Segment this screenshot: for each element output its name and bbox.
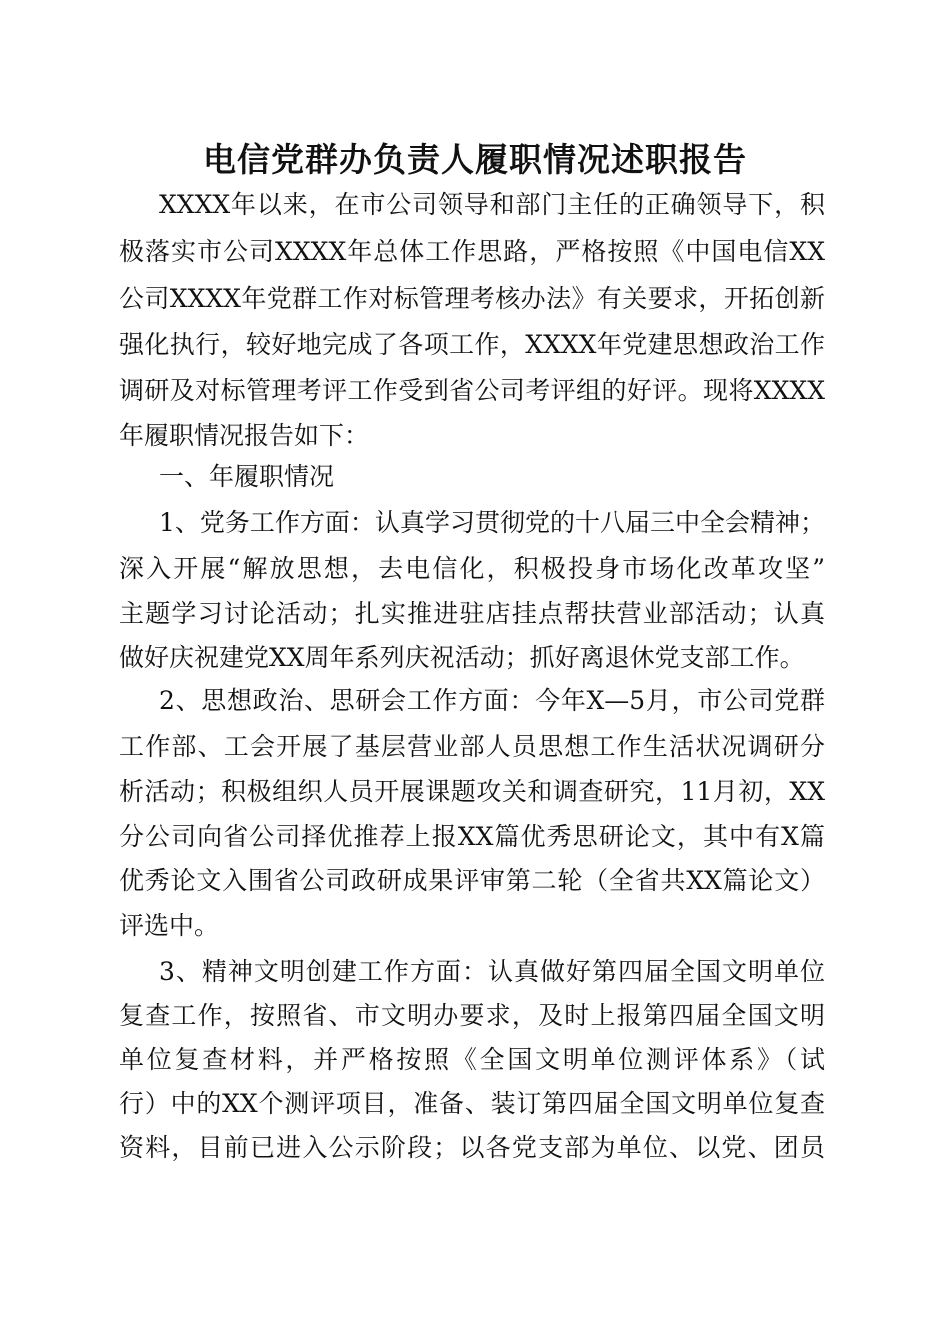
item1-line: 主题学习讨论活动；扎实推进驻店挂点帮扶营业部活动；认真 xyxy=(119,599,825,628)
item2-line: 2、思想政治、思研会工作方面：今年X—5月，市公司党群 xyxy=(159,686,825,715)
intro-line: 公司XXXX年党群工作对标管理考核办法》有关要求，开拓创新 xyxy=(119,284,825,313)
intro-line: 年履职情况报告如下： xyxy=(119,421,370,450)
section-heading: 一、年履职情况 xyxy=(159,462,335,491)
item3-line: 3、精神文明创建工作方面：认真做好第四届全国文明单位 xyxy=(159,957,825,986)
item3-line: 资料，目前已进入公示阶段；以各党支部为单位、以党、团员 xyxy=(119,1133,825,1162)
item1-line: 1、党务工作方面：认真学习贯彻党的十八届三中全会精神； xyxy=(159,508,825,537)
intro-line: 调研及对标管理考评工作受到省公司考评组的好评。现将XXXX xyxy=(119,376,825,405)
item2-line: 分公司向省公司择优推荐上报XX篇优秀思研论文，其中有X篇 xyxy=(119,822,825,851)
intro-line: 强化执行，较好地完成了各项工作，XXXX年党建思想政治工作 xyxy=(119,330,825,359)
item3-line: 行）中的XX个测评项目，准备、装订第四届全国文明单位复查 xyxy=(119,1089,825,1118)
item2-line: 评选中。 xyxy=(119,911,220,940)
intro-line: 极落实市公司XXXX年总体工作思路，严格按照《中国电信XX xyxy=(119,237,825,266)
item1-line: 深入开展“解放思想，去电信化，积极投身市场化改革攻坚” xyxy=(119,554,825,583)
item2-line: 工作部、工会开展了基层营业部人员思想工作生活状况调研分 xyxy=(119,732,825,761)
item1-line: 做好庆祝建党XX周年系列庆祝活动；抓好离退休党支部工作。 xyxy=(119,643,805,672)
item3-line: 复查工作，按照省、市文明办要求，及时上报第四届全国文明 xyxy=(119,1001,825,1030)
document-title: 电信党群办负责人履职情况述职报告 xyxy=(203,140,747,179)
item2-line: 优秀论文入围省公司政研成果评审第二轮（全省共XX篇论文） xyxy=(119,866,825,895)
item2-line: 析活动；积极组织人员开展课题攻关和调查研究，11月初，XX xyxy=(119,777,825,806)
intro-line: XXXX年以来，在市公司领导和部门主任的正确领导下，积 xyxy=(159,190,825,219)
item3-line: 单位复查材料，并严格按照《全国文明单位测评体系》（试 xyxy=(119,1045,825,1074)
